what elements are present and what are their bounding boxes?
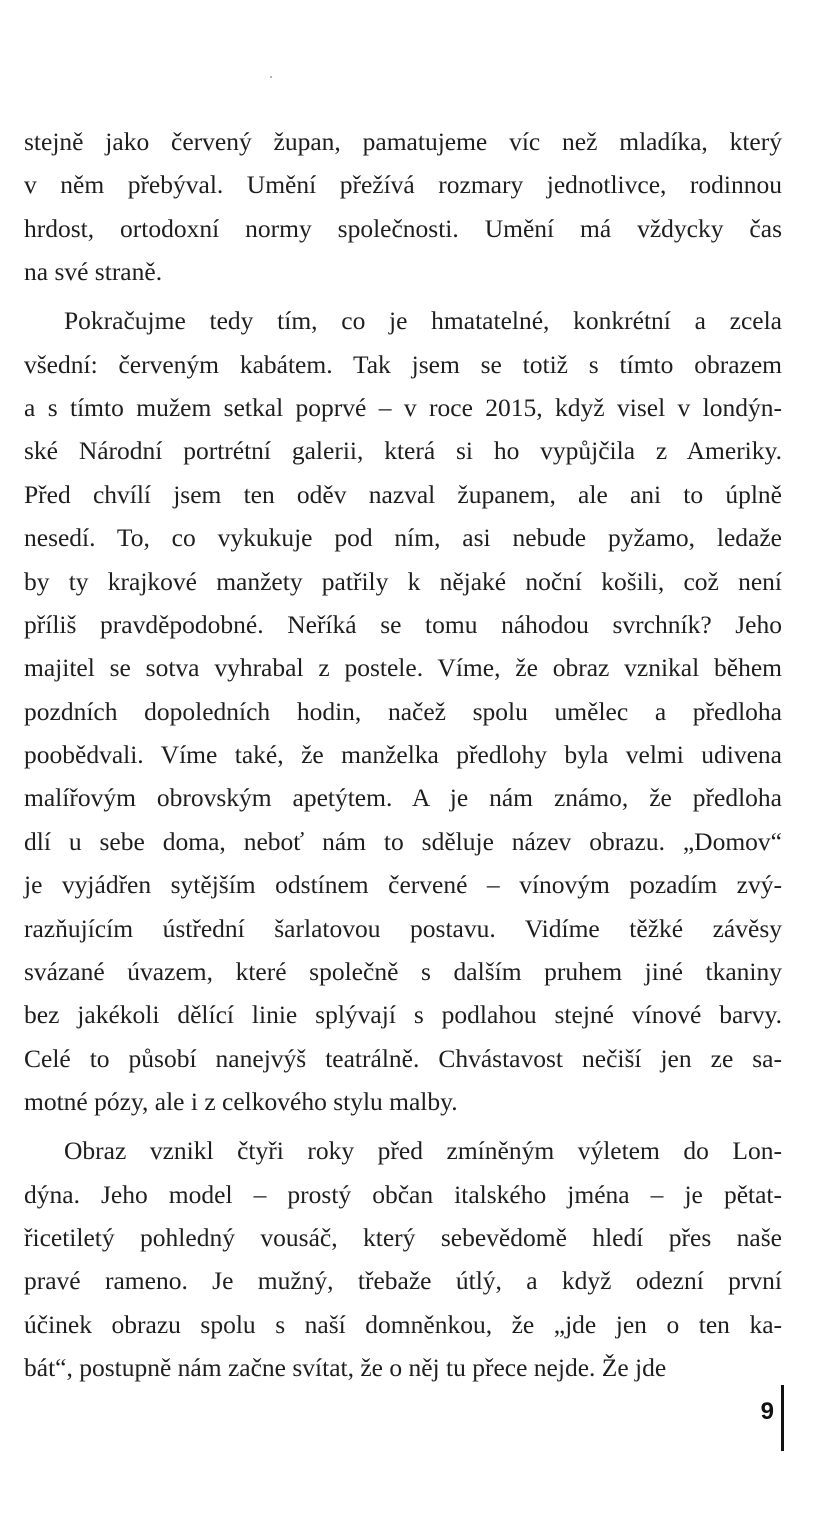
text-line: nesedí. To, co vykukuje pod ním, asi nebude pyžamo, ledaže <box>24 523 782 553</box>
text-line: účinek obrazu spolu s naší domněnkou, že „jde jen o ten ka- <box>24 1309 782 1339</box>
text-line: pravé rameno. Je mužný, třebaže útlý, a když odezní první <box>24 1266 782 1296</box>
text-line: dlí u sebe doma, neboť nám to sděluje název obrazu. „Domov“ <box>24 826 782 856</box>
text-line: Celé to působí nanejvýš teatrálně. Chvástavost nečiší jen ze sa- <box>24 1043 782 1073</box>
text-line: razňujícím ústřední šarlatovou postavu. Vidíme těžké závěsy <box>24 913 782 943</box>
folio-rule <box>781 1385 784 1451</box>
text-line: všední: červeným kabátem. Tak jsem se totiž s tímto obrazem <box>24 349 782 379</box>
page-number: 9 <box>760 1398 774 1425</box>
text-line: Před chvílí jsem ten oděv nazval županem, ale ani to úplně <box>24 479 782 509</box>
paragraph-3 <box>24 1129 782 1389</box>
text-line: malířovým obrovským apetýtem. A je nám známo, že předloha <box>24 783 782 813</box>
body-text <box>24 120 782 1390</box>
text-line: bez jakékoli dělící linie splývají s podlahou stejné vínové barvy. <box>24 1000 782 1030</box>
text-line: Pokračujme tedy tím, co je hmatatelné, konkrétní a zcela <box>64 306 782 336</box>
text-line: pozdních dopoledních hodin, načež spolu umělec a předloha <box>24 696 782 726</box>
text-line: majitel se sotva vyhrabal z postele. Víme, že obraz vznikal během <box>24 653 782 683</box>
text-line: v něm přebýval. Umění přežívá rozmary jednotlivce, rodinnou <box>24 170 782 200</box>
paragraph-1 <box>24 120 782 294</box>
text-line: a s tímto mužem setkal poprvé – v roce 2015, když visel v londýn- <box>24 392 782 422</box>
text-line: řicetiletý pohledný vousáč, který sebevědomě hledí přes naše <box>24 1222 782 1252</box>
folio <box>741 1385 789 1451</box>
text-line: motné pózy, ale i z celkového stylu malby. <box>24 1087 458 1117</box>
text-line: hrdost, ortodoxní normy společnosti. Umění má vždycky čas <box>24 213 782 243</box>
text-line: Obraz vznikl čtyři roky před zmíněným výletem do Lon- <box>64 1136 782 1166</box>
text-line: na své straně. <box>24 257 163 287</box>
text-line: by ty krajkové manžety patřily k nějaké noční košili, což není <box>24 566 782 596</box>
text-line: dýna. Jeho model – prostý občan italského jména – je pětat- <box>24 1179 782 1209</box>
text-line: příliš pravděpodobné. Neříká se tomu náhodou svrchník? Jeho <box>24 609 782 639</box>
text-line: stejně jako červený župan, pamatujeme víc než mladíka, který <box>24 127 782 156</box>
text-line: ské Národní portrétní galerii, která si ho vypůjčila z Ameriky. <box>24 436 782 466</box>
text-line: poobědvali. Víme také, že manželka předlohy byla velmi udivena <box>24 740 782 770</box>
text-line: je vyjádřen sytějším odstínem červené – vínovým pozadím zvý- <box>24 870 782 900</box>
text-line: bát“, postupně nám začne svítat, že o něj tu přece nejde. Že jde <box>24 1353 667 1383</box>
paragraph-2 <box>24 299 782 1123</box>
paper-speck <box>270 76 272 78</box>
text-line: svázané úvazem, které společně s dalším pruhem jiné tkaniny <box>24 957 782 987</box>
